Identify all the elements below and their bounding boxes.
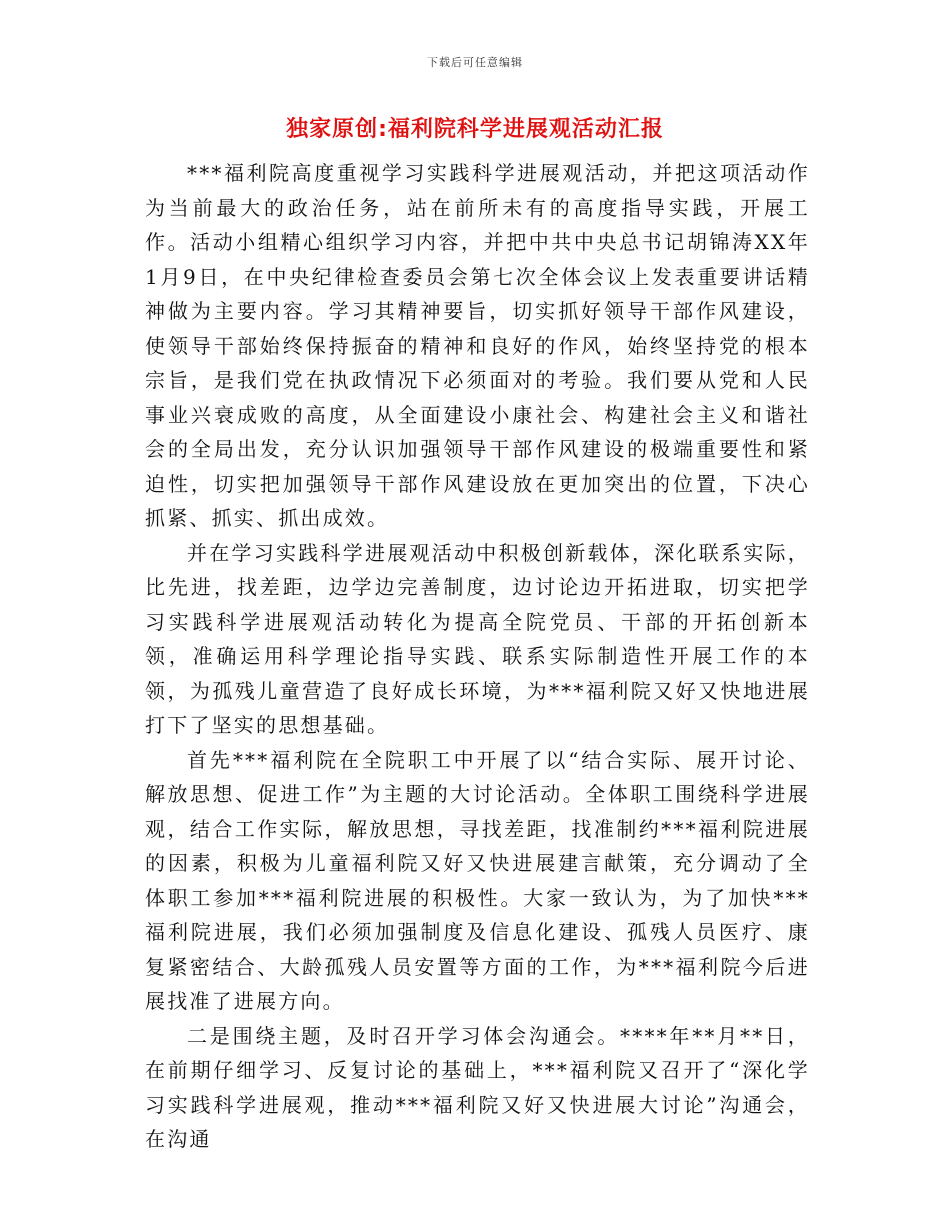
paragraph-3: 首先***福利院在全院职工中开展了以“结合实际、展开讨论、解放思想、促进工作”为主题的大讨论活动。全体职工围绕科学进展观，结合工作实际，解放思想，寻找差距，找准制约***福利院进展的因素，积极为儿童福利院又好又快进展建言献策，充分调动了全体职工参加***福利院进展的积极性。大家一致认为，为了加快***福利院进展，我们必须加强制度及信息化建设、孤残人员医疗、康复紧密结合、大龄孤残人员安置等方面的工作，为***福利院今后进展找准了进展方向。 [145, 747, 810, 1013]
header-note: 下载后可任意编辑 [427, 56, 523, 69]
paragraph-1: ***福利院高度重视学习实践科学进展观活动，并把这项活动作为当前最大的政治任务，站在前所未有的高度指导实践，开展工作。活动小组精心组织学习内容，并把中共中央总书记胡锦涛XX年1月9日，在中央纪律检查委员会第七次全体会议上发表重要讲话精神做为主要内容。学习其精神要旨，切实抓好领导干部作风建设，使领导干部始终保持振奋的精神和良好的作风，始终坚持党的根本宗旨，是我们党在执政情况下必须面对的考验。我们要从党和人民事业兴衰成败的高度，从全面建设小康社会、构建社会主义和谐社会的全局出发，充分认识加强领导干部作风建设的极端重要性和紧迫性，切实把加强领导干部作风建设放在更加突出的位置，下决心抓紧、抓实、抓出成效。 [145, 161, 810, 530]
paragraph-4: 二是围绕主题，及时召开学习体会沟通会。****年**月**日，在前期仔细学习、反复讨论的基础上，***福利院又召开了“深化学习实践科学进展观，推动***福利院又好又快进展大讨论”沟通会，在沟通 [145, 1023, 810, 1151]
document-body [145, 156, 810, 1157]
paragraph-2: 并在学习实践科学进展观活动中积极创新载体，深化联系实际，比先进，找差距，边学边完善制度，边讨论边开拓进取，切实把学习实践科学进展观活动转化为提高全院党员、干部的开拓创新本领，准确运用科学理论指导实践、联系实际制造性开展工作的本领，为孤残儿童营造了良好成长环境，为***福利院又好又快地进展打下了坚实的思想基础。 [145, 540, 810, 737]
document-title: 独家原创:福利院科学进展观活动汇报 [286, 117, 664, 142]
